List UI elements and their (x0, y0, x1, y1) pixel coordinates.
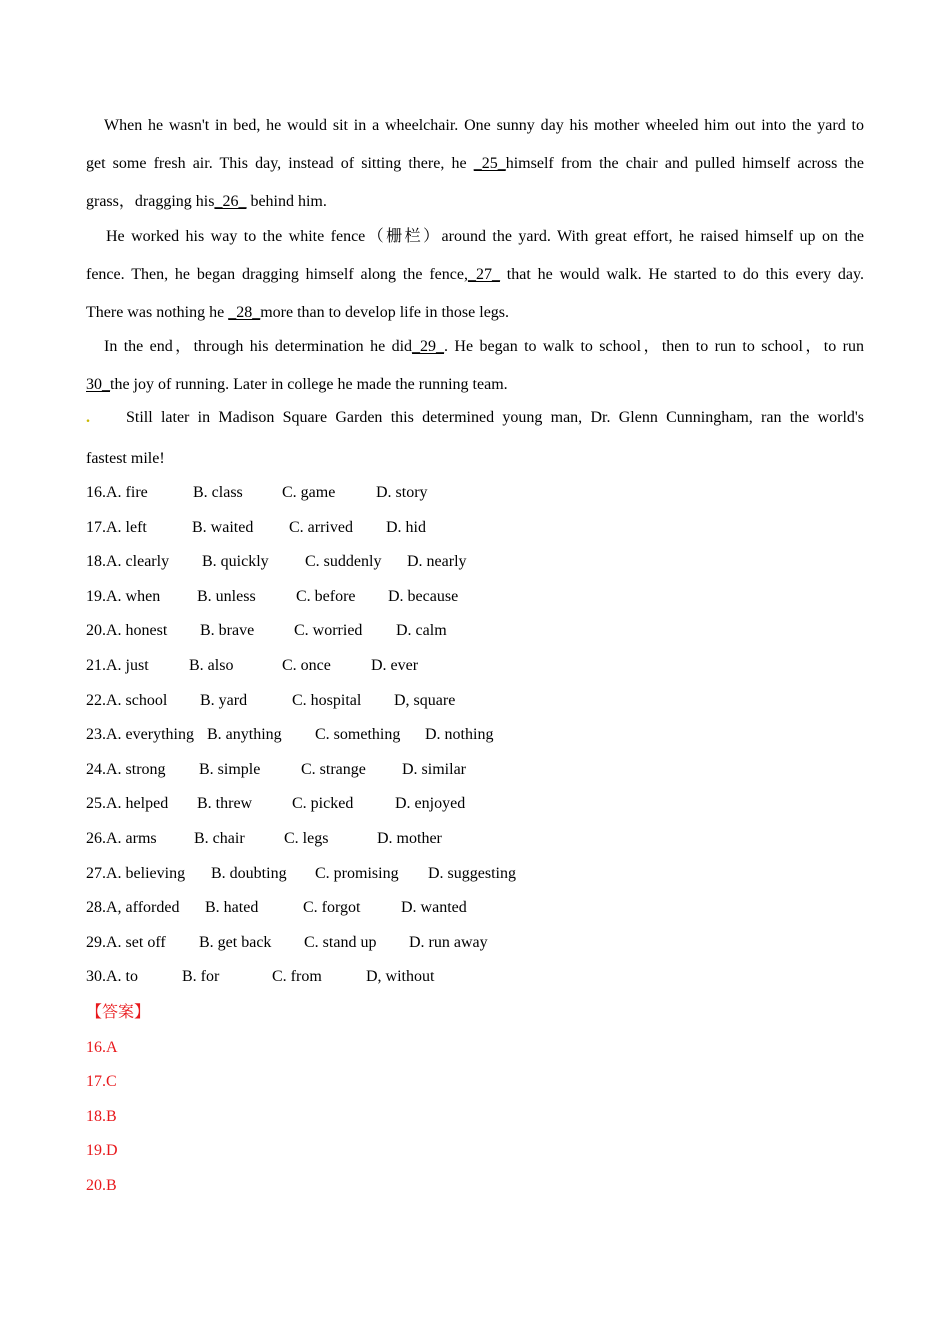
answer-item: 18.B (86, 1107, 117, 1125)
option-a: 26.A. arms (86, 829, 157, 847)
option-a: 18.A. clearly (86, 553, 170, 571)
option-d: D. calm (396, 622, 447, 640)
option-b: B. unless (197, 587, 256, 605)
paragraph-line: fastest mile! (86, 450, 165, 467)
paragraph-line (86, 398, 864, 438)
option-c: C. once (282, 656, 331, 674)
blank-30: 30_ (86, 376, 110, 393)
paragraph-line: When he wasn't in bed, he would sit in a wheelchair. One sunny day his mother wheeled him out into the yard to (104, 117, 864, 134)
answer-item: 16.A (86, 1038, 118, 1056)
option-c: C. from (272, 968, 322, 986)
option-b: B. also (189, 656, 234, 674)
option-d: D. run away (409, 933, 488, 951)
option-d: D, square (394, 691, 456, 709)
text: himself from the chair and pulled himself across the (505, 155, 865, 172)
option-d: D. enjoyed (395, 795, 466, 813)
option-d: D. nearly (407, 553, 467, 571)
option-a: 21.A. just (86, 656, 149, 674)
option-b: B. doubting (211, 864, 287, 882)
blank-28: _28_ (228, 304, 261, 321)
paragraph-line (86, 183, 864, 221)
blank-26: _26_ (214, 193, 247, 210)
option-c: C. suddenly (305, 553, 382, 571)
option-a: 25.A. helped (86, 795, 169, 813)
answer-header: 【答案】 (86, 1004, 151, 1021)
option-a: 16.A. fire (86, 484, 148, 501)
option-c: C. before (296, 587, 356, 605)
paragraph-line (86, 294, 864, 332)
paragraph-1 (86, 107, 864, 221)
option-a: 29.A. set off (86, 933, 166, 951)
option-a: 23.A. everything (86, 726, 194, 744)
option-b: B. waited (192, 518, 254, 536)
option-b: B. class (193, 484, 243, 501)
text: get some fresh air. This day, instead of sitting there, he (86, 155, 474, 172)
paragraph-3 (86, 328, 864, 404)
text: that he would walk. He started to do this every day. (499, 266, 864, 283)
paragraph-2 (86, 218, 864, 332)
option-b: B. yard (200, 691, 248, 709)
answer-item: 19.D (86, 1142, 118, 1160)
option-b: B. quickly (202, 553, 269, 571)
option-d: D. wanted (401, 899, 467, 917)
text: . He began to walk to school，then to run to school，to run (444, 338, 864, 355)
option-a: 27.A. believing (86, 864, 186, 882)
paragraph-line: He worked his way to the white fence（栅栏）around the yard. With great effort, he raised himself up on the (106, 228, 864, 245)
option-c: C. hospital (292, 691, 362, 709)
text: the joy of running. Later in college he made the running team. (110, 376, 508, 393)
option-d: D. story (376, 484, 428, 501)
option-d: D. similar (402, 760, 466, 778)
answer-item: 20.B (86, 1176, 117, 1194)
option-a: 17.A. left (86, 518, 147, 536)
option-b: B. for (182, 968, 220, 986)
option-b: B. simple (199, 760, 261, 778)
text: There was nothing he (86, 304, 229, 321)
text: more than to develop life in those legs. (260, 304, 510, 321)
option-c: C. arrived (289, 518, 353, 536)
option-a: 20.A. honest (86, 622, 168, 640)
text: grass，dragging his (86, 193, 215, 210)
bullet-marker: . (86, 409, 90, 426)
paragraph-line (86, 256, 864, 294)
option-b: B. anything (207, 726, 282, 744)
option-c: C. stand up (304, 933, 377, 951)
option-c: C. something (315, 726, 401, 744)
option-a: 28.A, afforded (86, 899, 180, 917)
text: behind him. (246, 193, 327, 210)
option-c: C. worried (294, 622, 363, 640)
option-c: C. forgot (303, 899, 361, 917)
option-d: D. nothing (425, 726, 494, 744)
option-b: B. threw (197, 795, 253, 813)
option-b: B. get back (199, 933, 272, 951)
option-d: D. hid (386, 518, 426, 536)
text: fence. Then, he began dragging himself along the fence, (86, 266, 468, 283)
option-c: C. strange (301, 760, 366, 778)
option-d: D. suggesting (428, 864, 516, 882)
option-b: B. chair (194, 829, 245, 847)
passage (86, 107, 864, 480)
option-c: C. legs (284, 829, 329, 847)
option-c: C. picked (292, 795, 354, 813)
blank-25: _25_ (473, 155, 506, 172)
option-d: D. mother (377, 829, 442, 847)
text: Still later in Madison Square Garden this determined young man, Dr. Glenn Cunningham, ran the world's (126, 409, 864, 426)
blank-29: _29_ (412, 338, 445, 355)
paragraph-line (86, 145, 864, 183)
option-a: 22.A. school (86, 691, 168, 709)
answer-item: 17.C (86, 1073, 117, 1091)
paragraph-4 (86, 398, 864, 480)
option-c: C. promising (315, 864, 399, 882)
text: In the end，through his determination he did (104, 338, 413, 355)
paragraph-line (86, 328, 864, 366)
option-d: D. because (388, 587, 459, 605)
option-b: B. hated (205, 899, 259, 917)
option-a: 24.A. strong (86, 760, 166, 778)
option-a: 19.A. when (86, 587, 161, 605)
option-a: 30.A. to (86, 968, 138, 986)
answer-section (86, 996, 150, 1204)
option-d: D. ever (371, 656, 419, 674)
blank-27: _27_ (467, 266, 500, 283)
option-d: D, without (366, 968, 435, 986)
option-b: B. brave (200, 622, 255, 640)
option-c: C. game (282, 484, 336, 501)
